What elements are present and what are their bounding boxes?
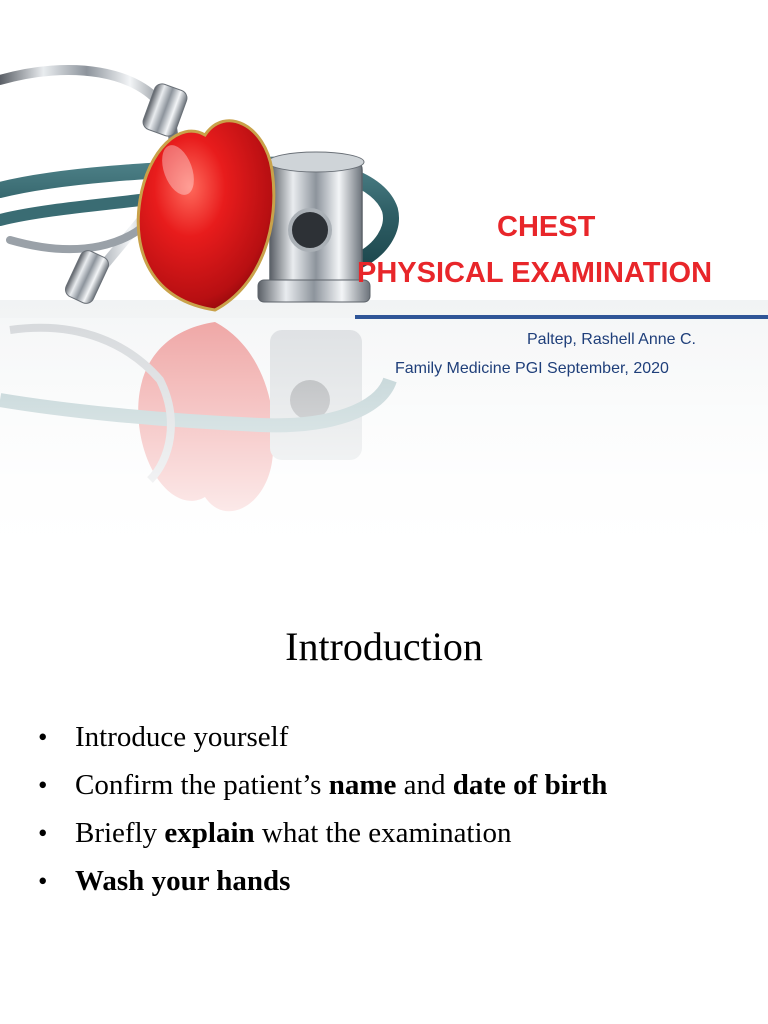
bullet-text: and [396,769,453,801]
bullet-list [38,713,607,905]
bullet-text: Confirm the patient’s [75,769,329,801]
bullet-item [38,857,607,905]
bullet-dot-icon: • [38,770,48,800]
accent-divider [355,315,768,319]
title-line-2: PHYSICAL EXAMINATION [357,257,713,289]
bullet-item [38,761,607,809]
bullet-item [38,713,607,761]
bullet-text-bold: date of birth [452,769,608,801]
introduction-slide [0,578,768,1024]
bullet-text-bold: explain [164,817,255,849]
bullet-dot-icon: • [38,818,48,848]
title-line-1: CHEST [497,211,596,243]
bullet-text: what the examination [254,817,512,849]
bullet-item [38,809,607,857]
author-name: Paltep, Rashell Anne C. [527,331,696,348]
bullet-text-bold: Wash your hands [75,865,291,897]
author-affiliation: Family Medicine PGI September, 2020 [395,360,669,377]
bullet-text-bold: name [328,769,397,801]
bullet-dot-icon: • [38,722,48,752]
bullet-dot-icon: • [38,866,48,896]
bullet-text: Introduce yourself [75,721,289,753]
slide-heading: Introduction [285,624,483,669]
bullet-text: Briefly [75,817,165,849]
